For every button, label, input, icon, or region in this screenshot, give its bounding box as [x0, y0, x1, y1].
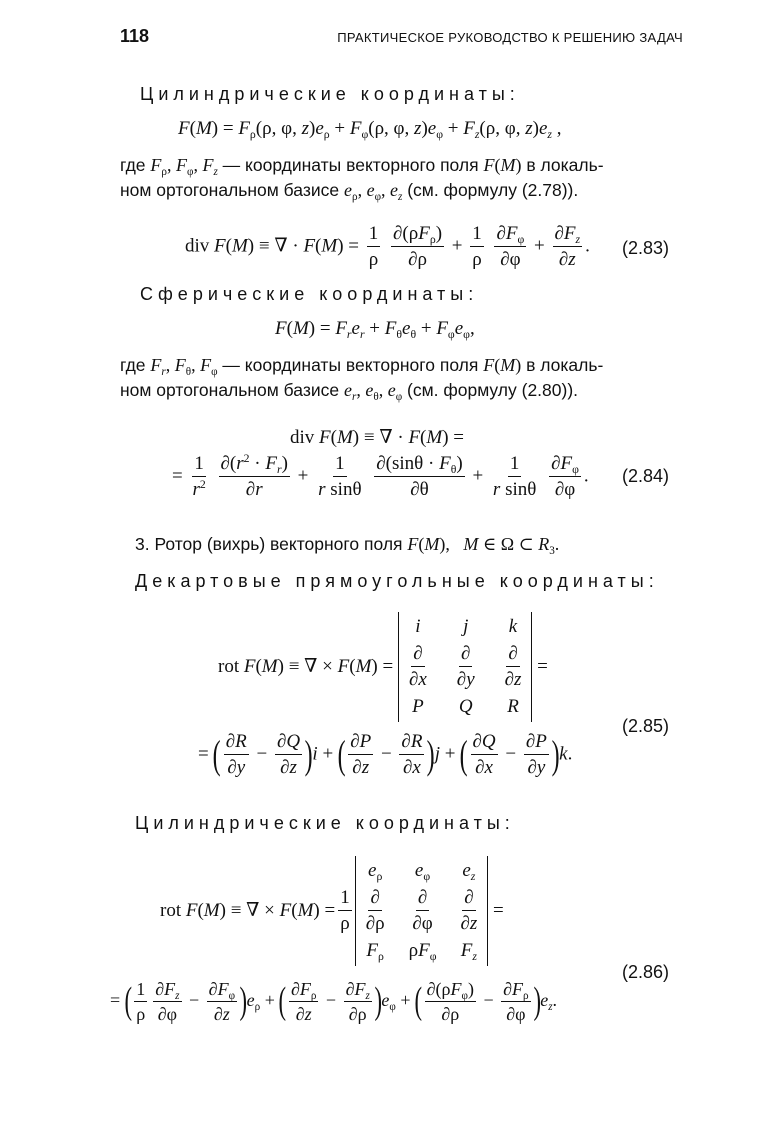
formula-field-cylindrical: $F(M) = F_\rho(\rho$, φ, $z)e_\rho + F_\varphi(\rho$, φ, $z)e_\varphi + F_z(\rho$, φ, $z)e_z$ ,	[178, 118, 562, 142]
item-3-rotor: 3. Ротор (вихрь) векторного поля F(M), M ∈ Ω ⊂ $R_3$.	[135, 534, 560, 557]
equation-number-2-85: (2.85)	[622, 716, 670, 736]
formula-2-86-determinant: rot F(M) ≡ ∇ × F(M) = $\frac{1}{\rho}$ $e_\rho$ $e_\varphi$ $e_z$ $\frac{\partial}{\partial\rho}$ $\frac{\partial}{\partial\varphi}$ $\frac{\partial}{\partial z}$ $F_\rho$ $\rho F_\varphi$ $F_z$ =	[160, 856, 504, 966]
formula-2-85-expanded: = ( $\frac{\partial R}{\partial y}$ − $\frac{\partial Q}{\partial z}$ )i + ( $\frac{\partial P}{\partial z}$ − $\frac{\partial R}{\partial x}$ )j + ( $\frac{\partial Q}{\partial x}$ − $\frac{\partial P}{\partial y}$ )k.	[198, 731, 573, 778]
equation-number-2-83: (2.83)	[622, 238, 670, 258]
formula-2-84-line1: div F(M) ≡ ∇ · F(M) =	[290, 427, 464, 448]
formula-2-83: div F(M) ≡ ∇ · F(M) = $\frac{1}{\rho}$ $\frac{\partial(\rho F_\rho)}{\partial\rho}$ + $\frac{1}{\rho}$ $\frac{\partial F_\varphi}{\partial\varphi}$ + $\frac{\partial F_z}{\partial z}$ .	[185, 223, 590, 270]
section-cylindrical-2: Цилиндрические координаты:	[135, 813, 515, 833]
formula-2-84-line2: = $\frac{1}{r^2}$ $\frac{\partial(r^2 \cdot F_r)}{\partial r}$ + $\frac{1}{\text{r sinθ}}$ $\frac{\partial(\sin\theta \cdot F_\theta)}{\partial\theta}$ + $\frac{1}{\text{r sinθ}}$ $\frac{\partial F_\varphi}{\partial\varphi}$ .	[172, 451, 589, 500]
paragraph-spherical-components: где $F_r$, $F_\theta$, $F_\varphi$ — координаты векторного поля F(M) в локаль- ном ортогональном базисе $e_r$, $e_\theta$, $e_\varphi$ (см. формулу (2.80)).	[120, 355, 604, 403]
section-cylindrical-1: Цилиндрические координаты:	[140, 84, 520, 104]
running-title: ПРАКТИЧЕСКОЕ РУКОВОДСТВО К РЕШЕНИЮ ЗАДАЧ	[337, 30, 683, 45]
page-number: 118	[120, 26, 150, 46]
equation-number-2-84: (2.84)	[622, 466, 670, 486]
equation-number-2-86: (2.86)	[622, 962, 670, 982]
formula-2-85-determinant: rot F(M) ≡ ∇ × F(M) = i j k $\frac{\partial}{\partial x}$ $\frac{\partial}{\partial y}$ $\frac{\partial}{\partial z}$ P Q R =	[218, 612, 548, 722]
determinant-cylindrical: $e_\rho$ $e_\varphi$ $e_z$ $\frac{\partial}{\partial\rho}$ $\frac{\partial}{\partial\varphi}$ $\frac{\partial}{\partial z}$ $F_\rho$ $\rho F_\varphi$ $F_z$	[355, 856, 489, 966]
section-spherical: Сферические координаты:	[140, 284, 479, 304]
determinant-cartesian: i j k $\frac{\partial}{\partial x}$ $\frac{\partial}{\partial y}$ $\frac{\partial}{\partial z}$ P Q R	[398, 612, 532, 722]
section-cartesian: Декартовые прямоугольные координаты:	[135, 571, 659, 591]
formula-2-86-expanded: = ( $\frac{1}{\rho}$ $\frac{\partial F_z}{\partial\varphi}$ − $\frac{\partial F_\varphi}{\partial z}$ )$e_\rho$ + ( $\frac{\partial F_\rho}{\partial z}$ − $\frac{\partial F_z}{\partial\rho}$ )$e_\varphi$ + ( $\frac{\partial(\rho F_\varphi)}{\partial\rho}$ − $\frac{\partial F_\rho}{\partial\varphi}$ )$e_z$.	[110, 979, 558, 1024]
paragraph-cylindrical-components: где $F_\rho$, $F_\varphi$, $F_z$ — координаты векторного поля F(M) в локаль- ном ортогональном базисе $e_\rho$, $e_\varphi$, $e_z$ (см. формулу (2.78)).	[120, 155, 604, 203]
formula-field-spherical: $F(M) = F_re_r + F_\theta e_\theta + F_\varphi e_\varphi$,	[275, 318, 475, 342]
